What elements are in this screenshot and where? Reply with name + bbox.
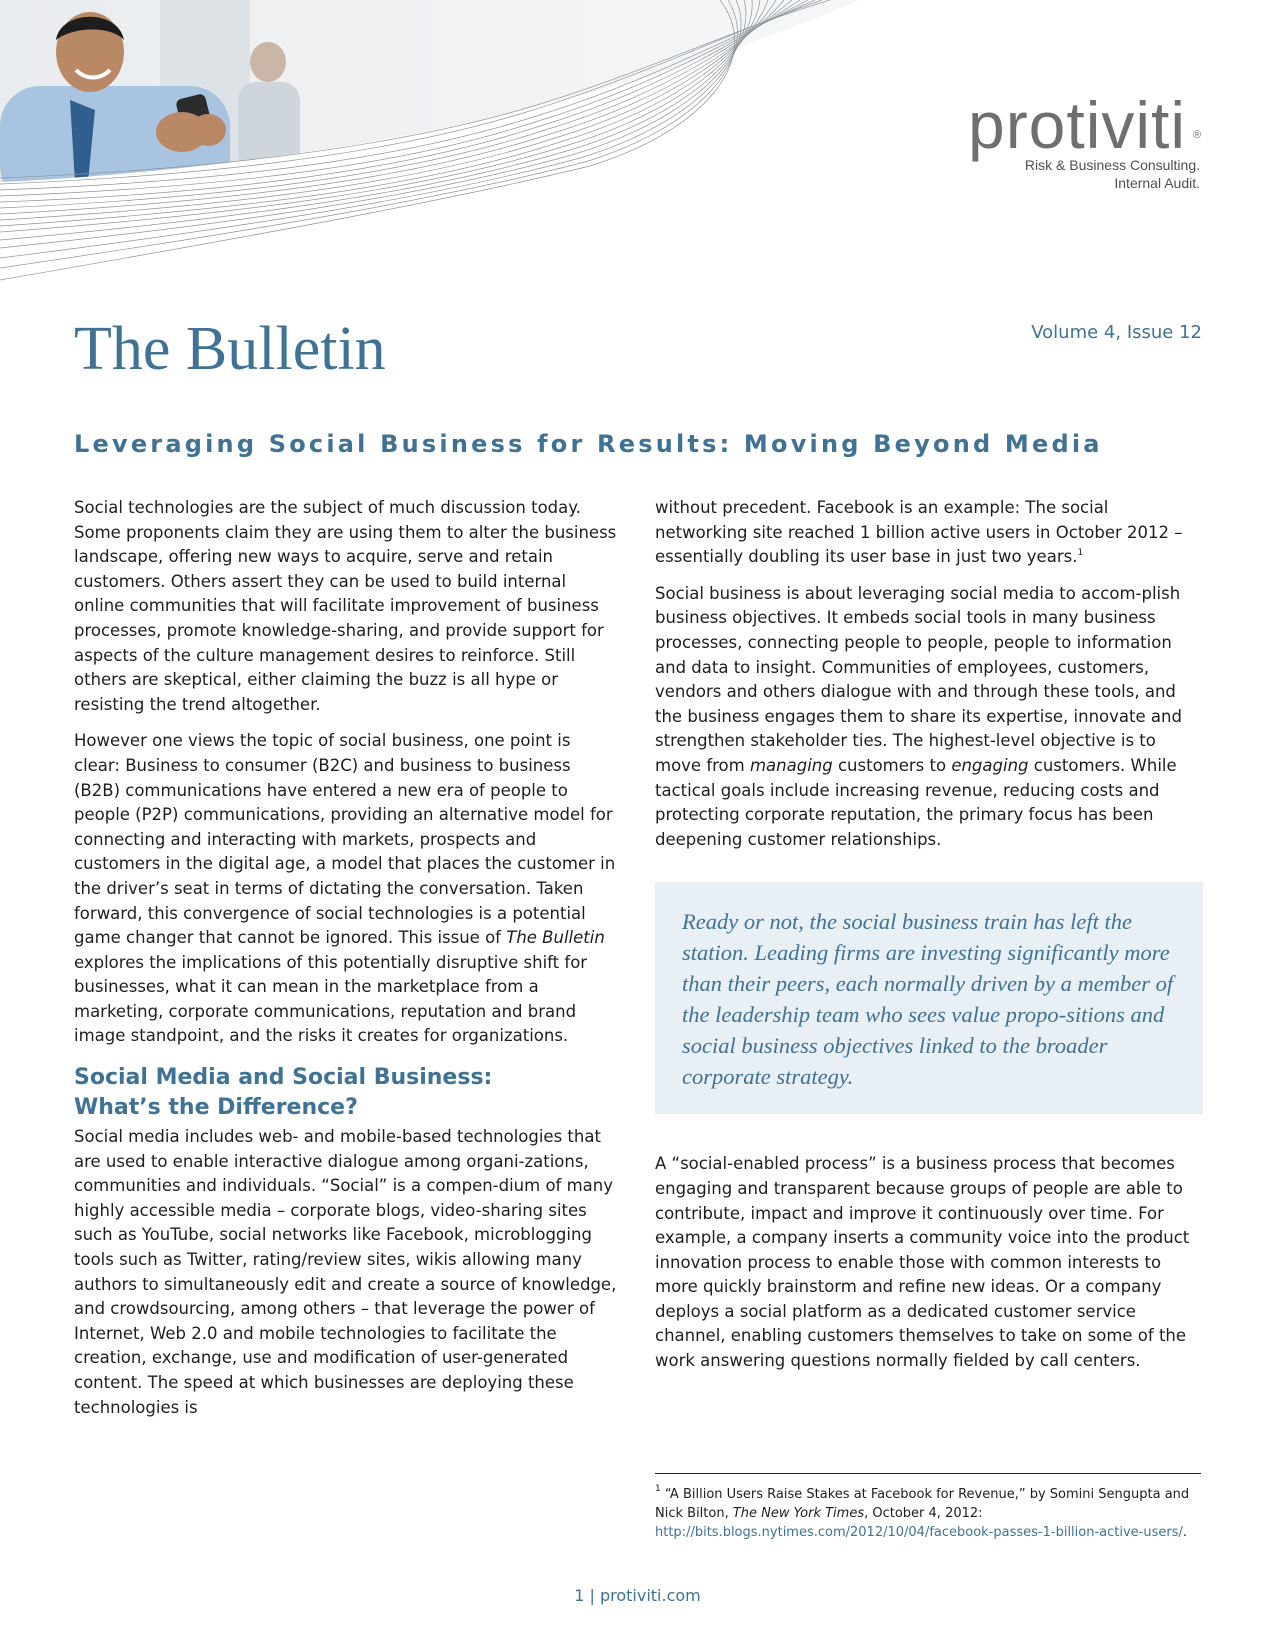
- protiviti-logo: [968, 88, 1228, 192]
- paragraph: Social business is about leveraging social media to accom-plish business objectives. It embeds social tools in many business processes, connecting people to people, people to information and data to insight. Communities of employees, customers, vendors and others dialogue with and through these tools, and the business engages them to share its expertise, innovate and strengthen stakeholder ties. The highest-level objective is to move from managing customers to engaging customers. While tactical goals include increasing revenue, reducing costs and protecting corporate reputation, the primary focus has been deepening customer relationships.: [655, 583, 1182, 849]
- paragraph: Social technologies are the subject of much discussion today. Some proponents claim they are using them to alter the business landscape, offering new ways to acquire, serve and retain customers. Others assert they can be used to build internal online communities that will facilitate improvement of business processes, promote knowledge-sharing, and provide support for aspects of the culture management desires to reinforce. Still others are skeptical, either claiming the buzz is all hype or resisting the trend altogether.: [74, 498, 617, 714]
- paragraph: without precedent. Facebook is an example: The social networking site reached 1 billion active users in October 2012 – essentially doubling its user base in just two years.$^1$: [655, 498, 1183, 567]
- registered-mark: ®: [1192, 129, 1203, 141]
- footnote: $^1$ “A Billion Users Raise Stakes at Facebook for Revenue,” by Somini Sengupta and Nick Bilton, The New York Times, October 4, 2012: http://bits.blogs.nytimes.com/2012/10/04/facebook-passes-1-billion-active-users/.: [655, 1484, 1190, 1540]
- publication-name: The Bulletin: [506, 928, 605, 948]
- paragraph: A “social-enabled process” is a business process that becomes engaging and transparent because groups of people are able to contribute, impact and improve it continuously over time. For example, a company inserts a community voice into the product innovation process to enable those with common interests to more quickly brainstorm and refine new ideas. Or a company deploys a social platform as a dedicated customer service channel, enabling customers themselves to take on some of the work answering questions normally fielded by call centers.: [655, 1154, 1190, 1371]
- volume-issue: Volume 4, Issue 12: [1031, 322, 1202, 343]
- right-column: [655, 496, 1203, 1386]
- section-heading: Social Media and Social Business: What’s the Difference?: [74, 1065, 493, 1121]
- page-footer: 1 | protiviti.com: [574, 1586, 701, 1605]
- article-title: Leveraging Social Business for Results: Moving Beyond Media: [74, 430, 1103, 458]
- paragraph: Social media includes web- and mobile-based technologies that are used to enable interactive dialogue among organi-zations, communities and individuals. “Social” is a compen-dium of many highly accessible media – corporate blogs, video-sharing sites such as YouTube, social networks like Facebook, microblogging tools such as Twitter, rating/review sites, wikis allowing many authors to simultaneously edit and create a source of knowledge, and crowdsourcing, among others – that leverage the power of Internet, Web 2.0 and mobile technologies to facilitate the creation, exchange, use and modification of user-generated content. The speed at which businesses are deploying these technologies is: [74, 1127, 617, 1417]
- left-column: [74, 496, 619, 1432]
- page-title: The Bulletin: [74, 315, 386, 383]
- paragraph: However one views the topic of social business, one point is clear: Business to consumer (B2C) and business to business (B2B) communications have entered a new era of people to people (P2P) communications, providing an alternative model for connecting and interacting with markets, prospects and customers in the digital age, a model that places the customer in the driver’s seat in terms of dictating the conversation. Taken forward, this convergence of social technologies is a potential game changer that cannot be ignored. This issue of The Bulletin explores the implications of this potentially disruptive shift for businesses, what it can mean in the marketplace from a marketing, corporate communications, reputation and brand image standpoint, and the risks it creates for organizations.: [74, 731, 616, 1046]
- footnote-number: 1: [655, 1484, 661, 1494]
- logo-tagline-line2: Internal Audit.: [1114, 175, 1200, 191]
- footnote-divider: [655, 1473, 1201, 1474]
- footnote-ref[interactable]: 1: [1077, 548, 1084, 559]
- logo-tagline-line1: Risk & Business Consulting.: [1024, 157, 1200, 173]
- pull-quote: Ready or not, the social business train has left the station. Leading firms are investing significantly more than their peers, each normally driven by a member of the leadership team who sees value propo-sitions and social business objectives linked to the broader corporate strategy.: [655, 882, 1203, 1114]
- logo-wordmark: protiviti: [968, 88, 1187, 162]
- header-photo: [0, 0, 880, 300]
- footnote-link[interactable]: http://bits.blogs.nytimes.com/2012/10/04/facebook-passes-1-billion-active-users/: [655, 1525, 1183, 1540]
